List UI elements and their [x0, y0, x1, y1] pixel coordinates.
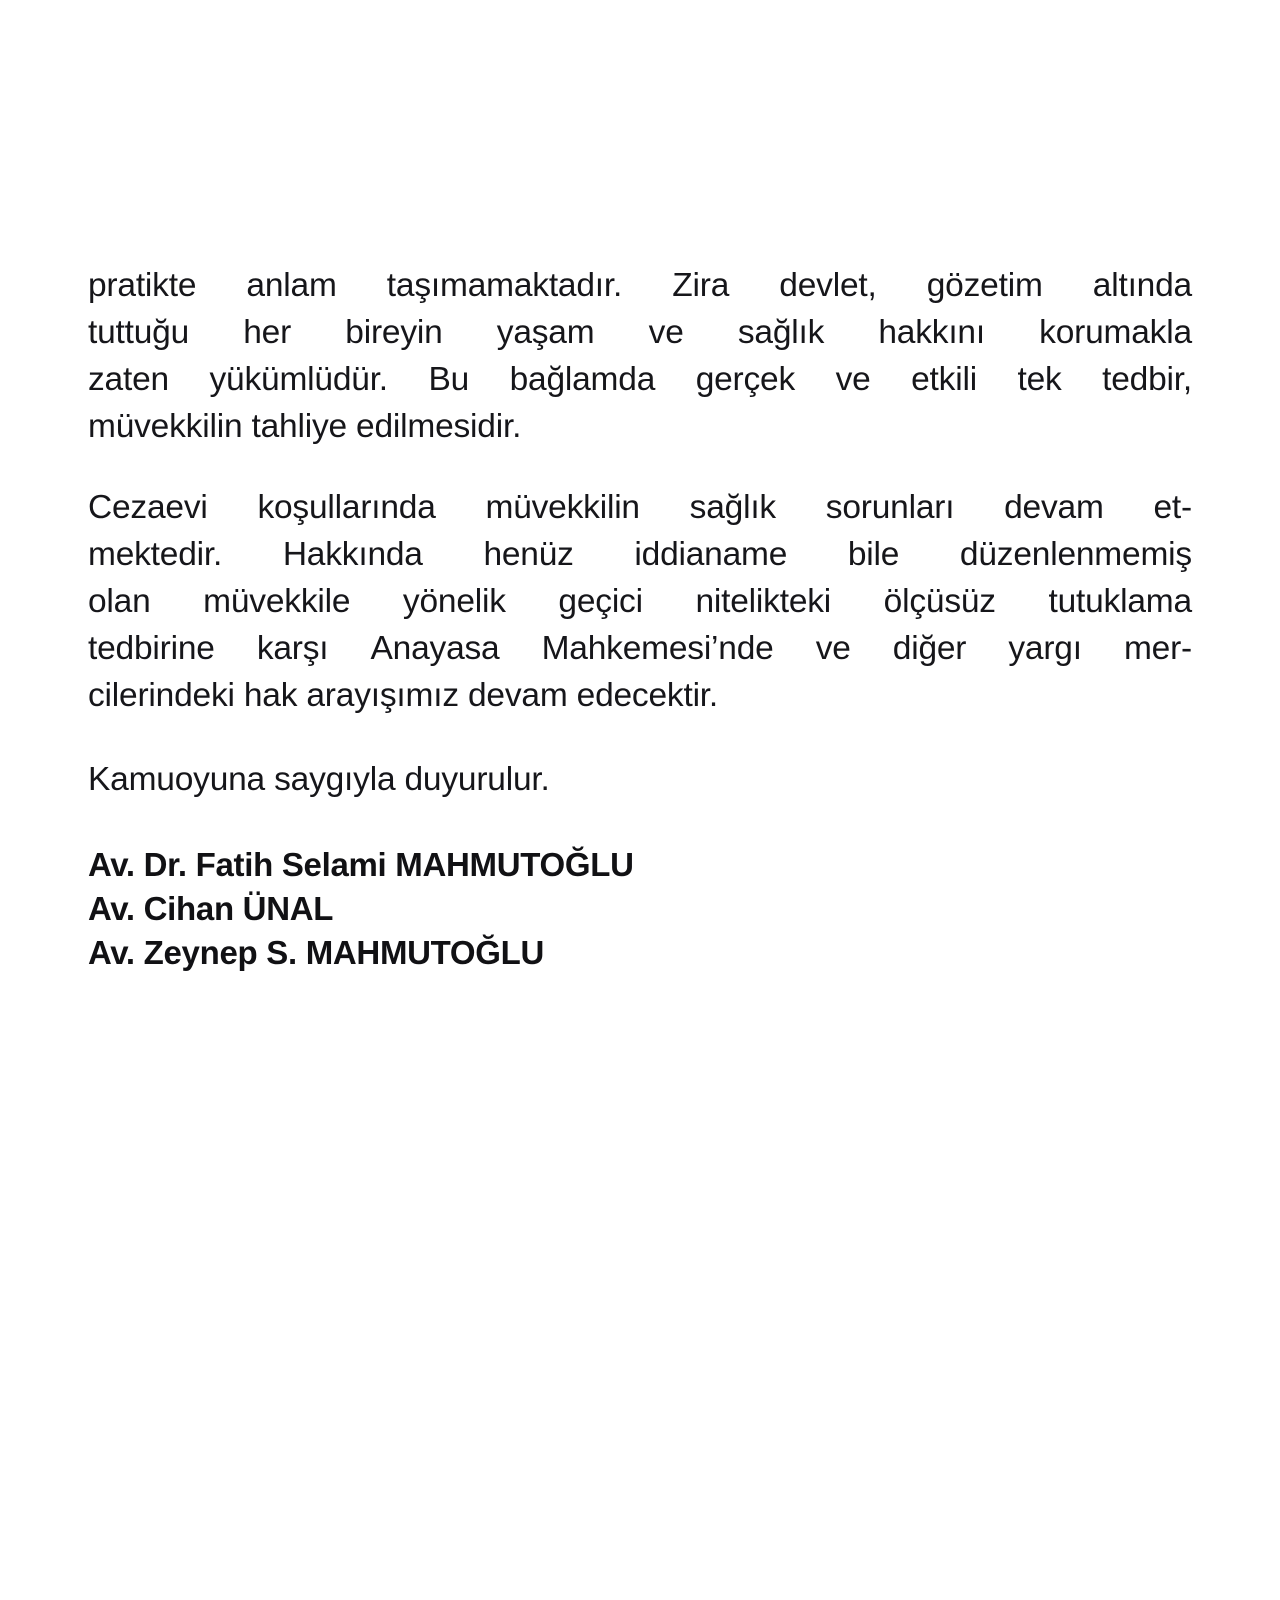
word: müvekkile [203, 583, 351, 620]
word: tedbir, [1102, 361, 1192, 398]
word: pratikte [88, 267, 197, 304]
word: tutuklama [1048, 583, 1192, 620]
word: korumakla [1039, 314, 1192, 351]
word: sağlık [689, 489, 776, 526]
word: Hakkında [282, 536, 423, 573]
closing-spacer [88, 719, 1192, 756]
paragraph-2-line-1 [88, 484, 1192, 531]
word: devlet, [779, 267, 877, 304]
paragraph-1 [88, 262, 1192, 450]
word: hakkını [878, 314, 985, 351]
word: müvekkilin [485, 489, 640, 526]
word: devam [1004, 489, 1104, 526]
word: sorunları [825, 489, 955, 526]
signatory-2: Av. Cihan ÜNAL [88, 890, 334, 927]
word: koşullarında [257, 489, 436, 526]
signatory-1: Av. Dr. Fatih Selami MAHMUTOĞLU [88, 846, 634, 883]
word: iddianame [634, 536, 788, 573]
word: Cezaevi [88, 489, 208, 526]
word: mektedir. [88, 536, 223, 573]
paragraph-2-line-5: cilerindeki hak arayışımız devam edecektir. [88, 677, 719, 714]
word: ve [835, 361, 871, 398]
word: sağlık [737, 314, 825, 351]
word: Mahkemesi’nde [541, 630, 774, 667]
word: yaşam [496, 314, 595, 351]
word: etkili [911, 361, 977, 398]
paragraph-1-line-3 [88, 356, 1192, 403]
word: gerçek [695, 361, 796, 398]
signatory-3: Av. Zeynep S. MAHMUTOĞLU [88, 934, 545, 971]
paragraph-2-line-3 [88, 578, 1192, 625]
paragraph-2-line-4 [88, 625, 1192, 672]
word: et- [1153, 489, 1192, 526]
document-body [88, 262, 1192, 975]
word: anlam [246, 267, 337, 304]
word: Bu [428, 361, 470, 398]
paragraph-1-line-2 [88, 309, 1192, 356]
word: diğer [892, 630, 967, 667]
word: yargı [1008, 630, 1082, 667]
word: bireyin [345, 314, 443, 351]
word: karşı [256, 630, 329, 667]
word: tuttuğu [88, 314, 190, 351]
signature-block [88, 843, 1192, 975]
word: tedbirine [88, 630, 215, 667]
word: yükümlüdür. [209, 361, 388, 398]
word: bile [847, 536, 900, 573]
closing-line: Kamuoyuna saygıyla duyurulur. [88, 761, 550, 798]
paragraph-2-line-2 [88, 531, 1192, 578]
word: tek [1017, 361, 1062, 398]
word: olan [88, 583, 151, 620]
word: bağlamda [509, 361, 656, 398]
word: Anayasa [370, 630, 500, 667]
word: henüz [483, 536, 574, 573]
word: düzenlenmemiş [959, 536, 1192, 573]
word: her [243, 314, 292, 351]
word: ölçüsüz [883, 583, 996, 620]
paragraph-1-line-4: müvekkilin tahliye edilmesidir. [88, 408, 522, 445]
word: yönelik [402, 583, 506, 620]
paragraph-1-line-1 [88, 262, 1192, 309]
word: Zira [672, 267, 730, 304]
word: nitelikteki [695, 583, 832, 620]
word: mer- [1123, 630, 1192, 667]
paragraph-2 [88, 484, 1192, 719]
word: altında [1092, 267, 1192, 304]
word: gözetim [926, 267, 1043, 304]
word: ve [648, 314, 684, 351]
signature-spacer [88, 803, 1192, 843]
paragraph-spacer [88, 450, 1192, 484]
word: ve [815, 630, 851, 667]
word: geçici [558, 583, 643, 620]
word: zaten [88, 361, 169, 398]
word: taşımamaktadır. [386, 267, 623, 304]
